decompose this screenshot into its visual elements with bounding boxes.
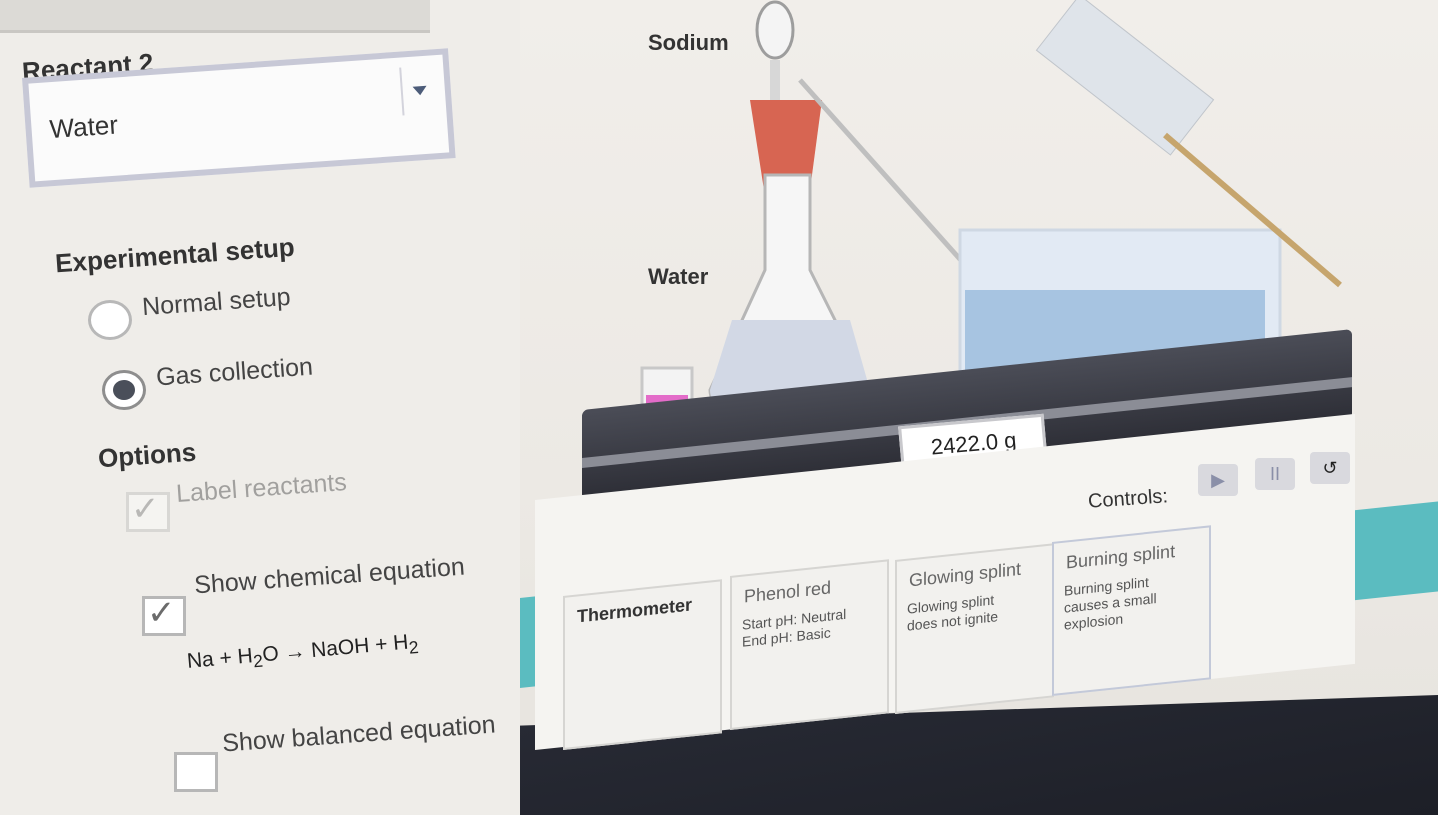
card-glowing-body: Glowing splint does not ignite bbox=[907, 591, 999, 634]
equation-sub-2: 2 bbox=[407, 636, 420, 658]
show-balanced-equation-text: Show balanced equation bbox=[221, 710, 497, 758]
controls-label: Controls: bbox=[1087, 485, 1169, 513]
reactant2-value: Water bbox=[48, 109, 119, 145]
card-burning-body: Burning splint causes a small explosion bbox=[1064, 573, 1157, 633]
check-icon: ✓ bbox=[131, 490, 160, 528]
radio-normal-label: Normal setup bbox=[141, 282, 292, 322]
card-burning-title: Burning splint bbox=[1066, 541, 1176, 573]
setup-heading: Experimental setup bbox=[54, 231, 296, 279]
options-heading: Options bbox=[97, 436, 198, 474]
scale-reading: 2422.0 g bbox=[929, 427, 1018, 460]
card-glowing-title: Glowing splint bbox=[909, 558, 1022, 591]
play-button[interactable] bbox=[1198, 464, 1238, 496]
check-icon: ✓ bbox=[147, 594, 176, 632]
card-glowing-splint[interactable] bbox=[895, 543, 1054, 714]
radio-gas-label: Gas collection bbox=[155, 352, 314, 392]
card-phenol-red[interactable] bbox=[730, 559, 889, 730]
pause-button[interactable] bbox=[1255, 458, 1295, 490]
card-burning-splint[interactable] bbox=[1052, 525, 1211, 696]
gas-tube bbox=[1036, 0, 1213, 155]
card-thermometer[interactable] bbox=[563, 579, 722, 750]
reactant2-label: Reactant 2 bbox=[21, 47, 155, 87]
card-phenol-body: Start pH: Neutral End pH: Basic bbox=[742, 605, 847, 650]
reset-button[interactable] bbox=[1310, 452, 1350, 484]
card-phenol-title: Phenol red bbox=[744, 577, 832, 607]
stopcock bbox=[757, 2, 793, 58]
equation-part-1: Na + H bbox=[186, 644, 254, 673]
sodium-label: Sodium bbox=[648, 30, 729, 55]
pause-icon: II bbox=[1269, 464, 1280, 484]
label-reactants-text: Label reactants bbox=[175, 468, 348, 508]
show-chemical-equation-text: Show chemical equation bbox=[193, 552, 466, 600]
equation-part-2: O → NaOH + H bbox=[261, 630, 410, 667]
card-thermometer-title: Thermometer bbox=[577, 594, 693, 627]
play-icon: ▶ bbox=[1211, 470, 1225, 490]
water-label: Water bbox=[648, 264, 709, 289]
reset-icon: ↺ bbox=[1322, 458, 1338, 478]
equation-sub-1: 2 bbox=[252, 650, 264, 672]
